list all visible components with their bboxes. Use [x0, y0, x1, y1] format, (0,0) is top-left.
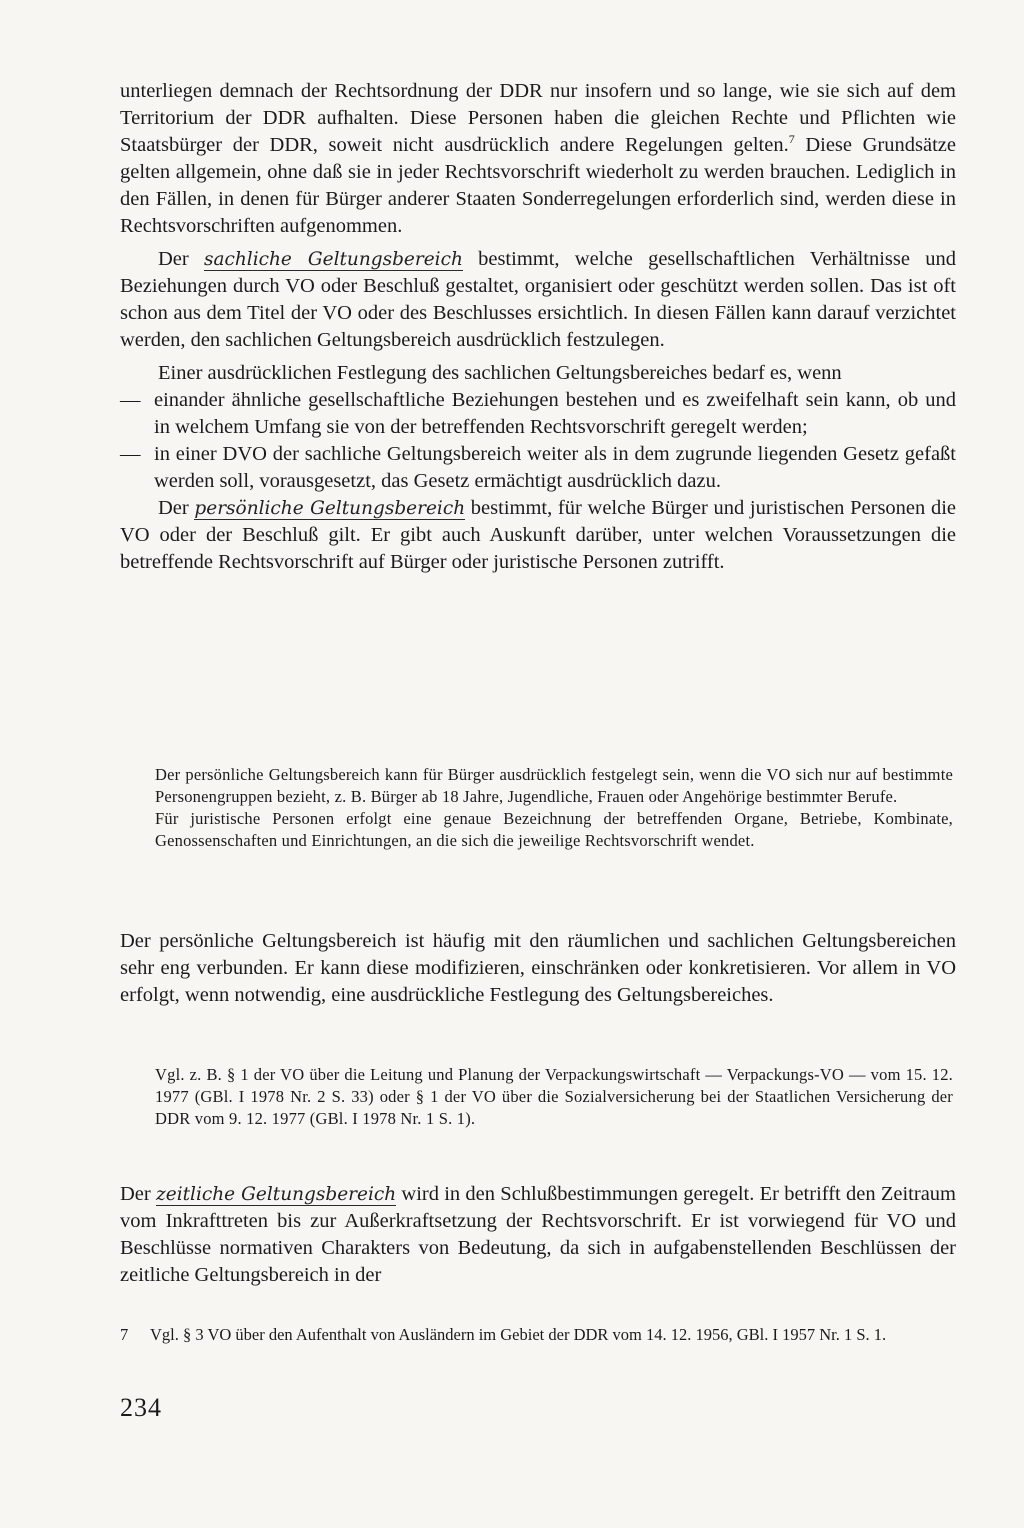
- handwritten-term-persoenlich: persönliche Geltungsbereich: [194, 498, 466, 519]
- note-block-1: [155, 764, 953, 852]
- footnote-reference: 7: [788, 132, 795, 147]
- main-text-block-2: [120, 928, 956, 1009]
- paragraph-connection: Der persönliche Geltungsbereich ist häufig mit den räumlichen und sachlichen Geltungsbereichen sehr eng verbunden. Er kann diese modifizieren, einschränken oder konkretisieren. Vor allem in VO erfolgt, wenn notwendig, eine ausdrückliche Festlegung des Geltungsbereiches.: [120, 930, 956, 1006]
- paragraph-text: wird in den Schlußbestimmungen geregelt. Er betrifft den Zeitraum vom Inkrafttreten bis zur Außerkraftsetzung der Rechtsvorschrift. Er ist vorwiegend für VO und Beschlüsse normativen Charakters von Bedeutung, da sich in aufgabenstellenden Beschlüssen der zeitliche Geltungsbereich in der: [120, 1183, 956, 1286]
- note-text: Der persönliche Geltungsbereich kann für Bürger ausdrücklich festgelegt sein, wenn die VO sich nur auf bestimmte Personengruppen bezieht, z. B. Bürger ab 18 Jahre, Jugendliche, Frauen oder Angehörige bestimmter Berufe.: [155, 765, 953, 806]
- paragraph-sachlich: [120, 246, 956, 354]
- dash-list-item: [120, 387, 956, 441]
- paragraph-text: unterliegen demnach der Rechtsordnung der DDR nur insofern und so lange, wie sie sich auf dem Territorium der DDR aufhalten. Diese Personen haben die gleichen Rechte und Pflichten wie Staatsbürger der DDR, soweit nicht ausdrücklich andere Regelungen gelten.: [120, 80, 956, 156]
- main-text-block-1: [120, 78, 956, 576]
- paragraph-lead: Der: [120, 1183, 156, 1205]
- dash-marker: —: [120, 443, 141, 465]
- handwritten-term-sachlich: sachliche Geltungsbereich: [203, 249, 463, 270]
- paragraph-persoenlich: [120, 495, 956, 576]
- list-item-text: einander ähnliche gesellschaftliche Beziehungen bestehen und es zweifelhaft sein kann, ob und in welchem Umfang sie von der betreffenden Rechtsvorschrift geregelt werden;: [154, 389, 956, 438]
- paragraph-territory: [120, 78, 956, 240]
- paragraph-text: bestimmt, für welche Bürger und juristischen Personen die VO oder der Beschluß gilt. Er gibt auch Auskunft darüber, unter welchen Voraussetzungen die betreffende Rechtsvorschrift auf Bürger oder juristische Personen zutrifft.: [120, 497, 956, 573]
- note-text: Vgl. z. B. § 1 der VO über die Leitung und Planung der Verpackungswirtschaft — Verpackungs-VO — vom 15. 12. 1977 (GBl. I 1978 Nr. 2 S. 33) oder § 1 der VO über die Sozialversicherung bei der Staatlichen Versicherung der DDR vom 9. 12. 1977 (GBl. I 1978 Nr. 1 S. 1).: [155, 1065, 953, 1128]
- list-item-text: in einer DVO der sachliche Geltungsbereich weiter als in dem zugrunde liegenden Gesetz gefaßt werden soll, vorausgesetzt, das Gesetz ermächtigt ausdrücklich dazu.: [154, 443, 956, 492]
- handwritten-term-zeitlich: zeitliche Geltungsbereich: [156, 1184, 397, 1205]
- main-text-block-3: [120, 1181, 956, 1289]
- dash-list-item: [120, 441, 956, 495]
- page-number: 234: [120, 1393, 162, 1422]
- footnote-number: 7: [120, 1325, 129, 1344]
- note-block-2: [155, 1064, 953, 1130]
- footnote: [120, 1324, 956, 1346]
- note-text: Für juristische Personen erfolgt eine genaue Bezeichnung der betreffenden Organe, Betriebe, Kombinate, Genossenschaften und Einrichtungen, an die sich die jeweilige Rechtsvorschrift wendet.: [155, 809, 953, 850]
- paragraph-zeitlich: [120, 1181, 956, 1289]
- paragraph-lead: Der: [158, 248, 204, 270]
- paragraph-text-tail: Diese Grundsätze gelten allgemein, ohne daß sie in jeder Rechtsvorschrift wiederholt zu werden brauchen. Lediglich in den Fällen, in denen für Bürger anderer Staaten Sonderregelungen erforderlich sind, werden diese in Rechtsvorschriften aufgenommen.: [120, 134, 956, 237]
- dash-marker: —: [120, 389, 141, 411]
- footnote-text: Vgl. § 3 VO über den Aufenthalt von Ausländern im Gebiet der DDR vom 14. 12. 1956, GBl. I 1957 Nr. 1 S. 1.: [150, 1325, 887, 1344]
- paragraph-lead: Der: [158, 497, 195, 519]
- paragraph-festlegung: Einer ausdrücklichen Festlegung des sachlichen Geltungsbereiches bedarf es, wenn: [158, 362, 842, 384]
- paragraph-text: bestimmt, welche gesellschaftlichen Verhältnisse und Beziehungen durch VO oder Beschluß gestaltet, organisiert oder geschützt werden sollen. Das ist oft schon aus dem Titel der VO oder des Beschlusses ersichtlich. In diesen Fällen kann darauf verzichtet werden, den sachlichen Geltungsbereich ausdrücklich festzulegen.: [120, 248, 956, 351]
